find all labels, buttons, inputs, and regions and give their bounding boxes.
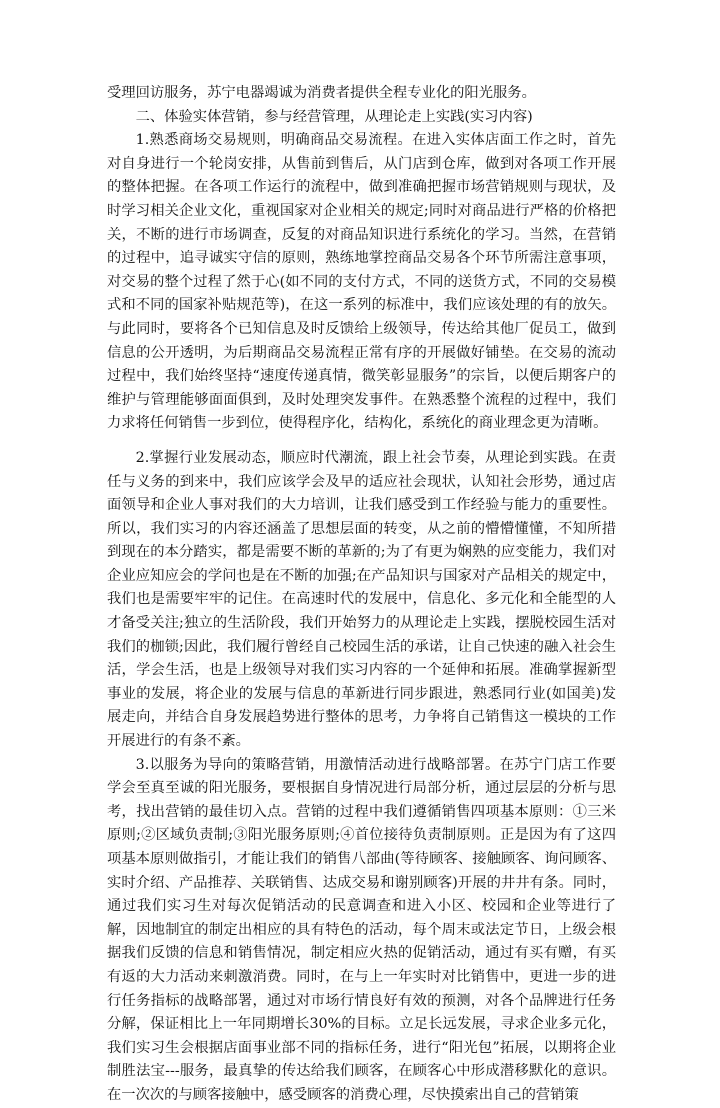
paragraph-1-transaction-rules: 1.熟悉商场交易规则，明确商品交易流程。在进入实体店面工作之时，首先对自身进行一个轮岗安排，从售前到售后，从门店到仓库，做到对各项工作开展的整体把握。在各项工作运行的流程中，做到准确把握市场营销规则与现状，及时学习相关企业文化，重视国家对企业相关的规定;同时对商品进行严格的价格把关，不断的进行市场调查，反复的对商品知识进行系统化的学习。当然，在营销的过程中，追寻诚实守信的原则，熟练地掌控商品交易各个环节所需注意事项，对交易的整个过程了然于心(如不同的支付方式，不同的送货方式，不同的交易模式和不同的国家补贴规范等)，在这一系列的标准中，我们应该处理的有的放矢。与此同时，要将各个已知信息及时反馈给上级领导，传达给其他厂促员工，做到信息的公开透明，为后期商品交易流程正常有序的开展做好铺垫。在交易的流动过程中，我们始终坚持“速度传递真情，微笑彰显服务”的宗旨，以便后期客户的维护与管理能够面面俱到，及时处理突发事件。在熟悉整个流程的过程中，我们力求将任何销售一步到位，使得程序化，结构化，系统化的商业理念更为清晰。	[107, 132, 616, 432]
paragraph-2-industry-trends: 2.掌握行业发展动态，顺应时代潮流，跟上社会节奏，从理论到实践。在责任与义务的到来中，我们应该学会及早的适应社会现状，认知社会形势，通过店面领导和企业人事对我们的大力培训，让我们感受到工作经验与能力的重要性。所以，我们实习的内容还涵盖了思想层面的转变，从之前的懵懵懂懂，不知所措到现在的本分踏实，都是需要不断的革新的;为了有更为娴熟的应变能力，我们对企业应知应会的学问也是在不断的加强;在产品知识与国家对产品相关的规定中，我们也是需要牢牢的记住。在高速时代的发展中，信息化、多元化和全能型的人才备受关注;独立的生活阶段，我们开始努力的从理论走上实践，摆脱校园生活对我们的枷锁;因此，我们履行曾经自己校园生活的承诺，让自己快速的融入社会生活，学会生活，也是上级领导对我们实习内容的一个延伸和拓展。准确掌握新型事业的发展，将企业的发展与信息的革新进行同步跟进，熟悉同行业(如国美)发展走向，并结合自身发展趋势进行整体的思考，力争将自己销售这一模块的工作开展进行的有条不紊。	[107, 449, 616, 750]
paragraph-continuation: 受理回访服务，苏宁电器竭诚为消费者提供全程专业化的阳光服务。	[107, 85, 536, 101]
section-heading: 二、体验实体营销，参与经营管理，从理论走上实践(实习内容)	[135, 108, 533, 125]
paragraph-3-service-marketing: 3.以服务为导向的策略营销，用激情活动进行战略部署。在苏宁门店工作要学会至真至诚的阳光服务，要根据自身情况进行局部分析，通过层层的分析与思考，找出营销的最佳切入点。营销的过程中我们遵循销售四项基本原则：①三米原则;②区域负责制;③阳光服务原则;④首位接待负责制原则。正是因为有了这四项基本原则做指引，才能让我们的销售八部曲(等待顾客、接触顾客、询问顾客、实时介绍、产品推荐、关联销售、达成交易和谢别顾客)开展的井井有条。同时，通过我们实习生对每次促销活动的民意调查和进入小区、校园和企业等进行了解，因地制宜的制定出相应的具有特色的活动，每个周末或法定节日，上级会根据我们反馈的信息和销售情况，制定相应火热的促销活动，通过有买有赠，有买有返的大力活动来刺激消费。同时，在与上一年实时对比销售中，更进一步的进行任务指标的战略部署，通过对市场行情良好有效的预测，对各个品牌进行任务分解，保证相比上一年同期增长30%的目标。立足长远发展，寻求企业多元化，我们实习生会根据店面事业部不同的指标任务，进行“阳光包”拓展，以期将企业制胜法宝---服务，最真挚的传达给我们顾客，在顾客心中形成潜移默化的意识。在一次次的与顾客接触中，感受顾客的消费心理，尽快摸索出自己的营销策	[107, 756, 616, 1103]
